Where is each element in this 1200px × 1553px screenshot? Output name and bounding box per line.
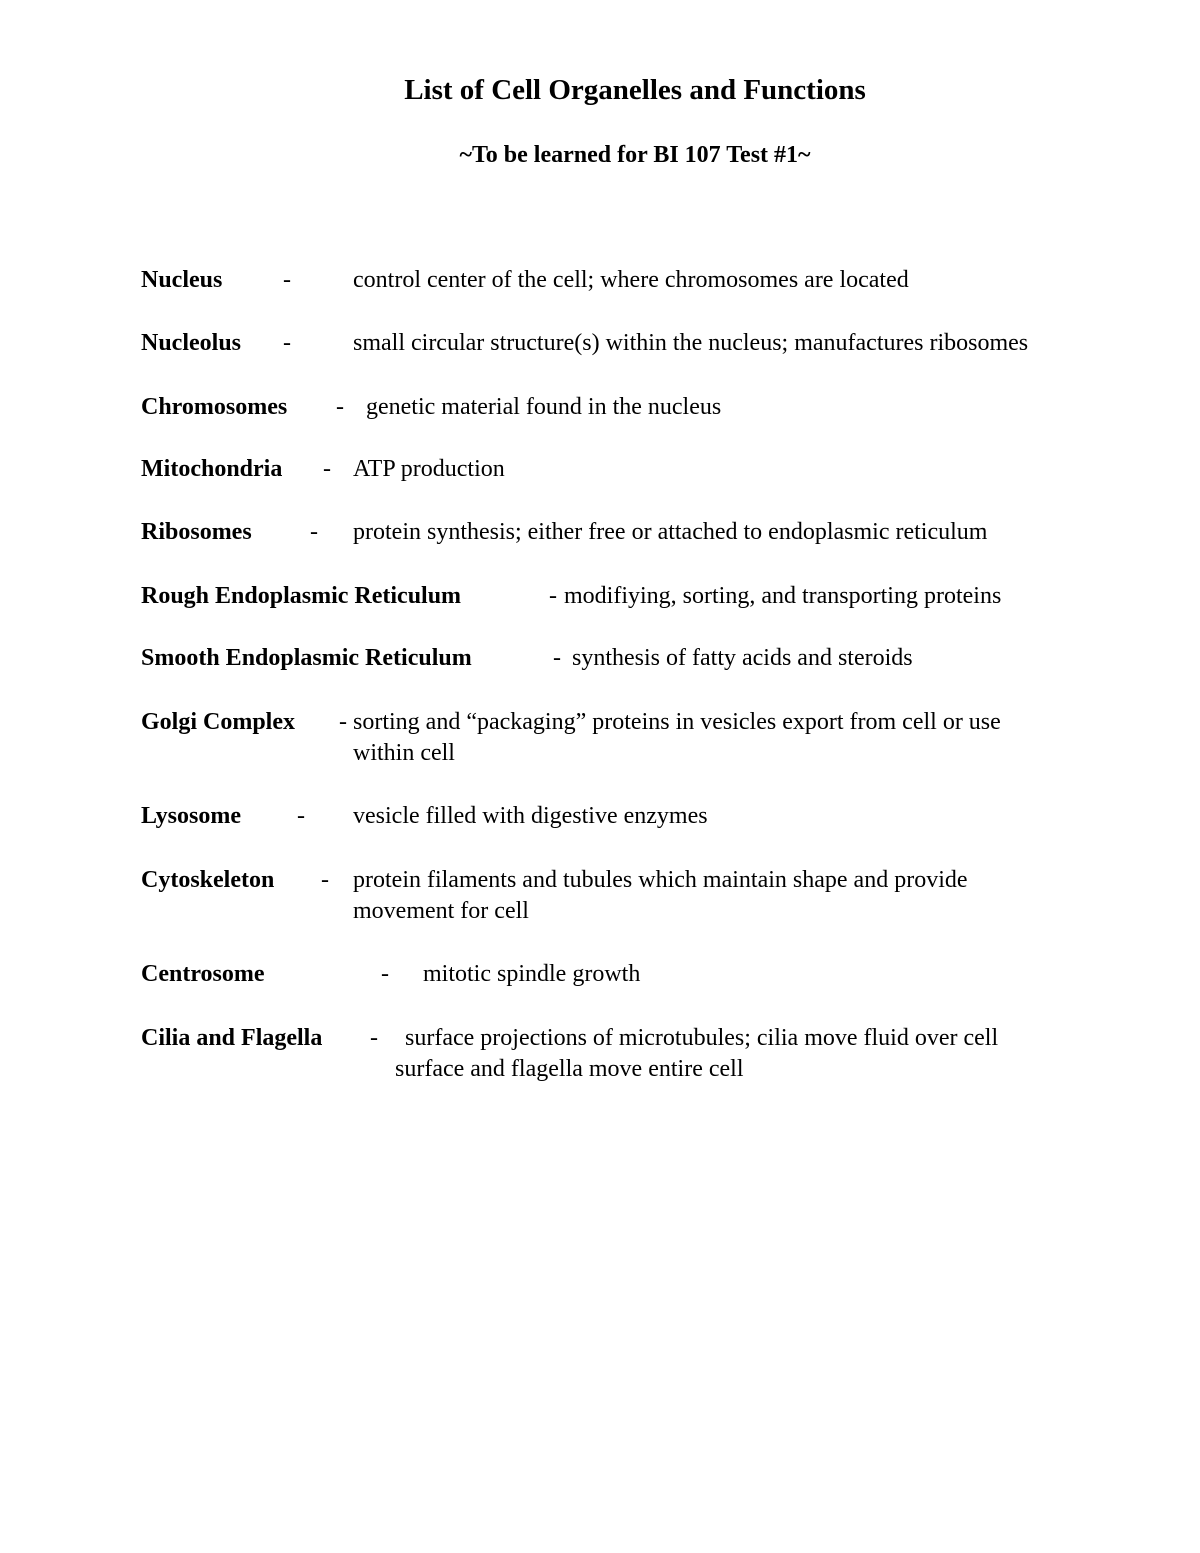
definition-text: protein synthesis; either free or attached to endoplasmic reticulum <box>353 519 988 545</box>
document-title: List of Cell Organelles and Functions <box>404 74 866 106</box>
term-label: Lysosome <box>141 803 242 829</box>
definition-text: synthesis of fatty acids and steroids <box>572 645 913 671</box>
dash-separator: - <box>336 394 344 420</box>
definition-text: small circular structure(s) within the nucleus; manufactures ribosomes <box>353 330 1029 356</box>
term-label: Centrosome <box>141 961 265 987</box>
term-label: Mitochondria <box>141 456 283 482</box>
document-subtitle: ~To be learned for BI 107 Test #1~ <box>459 142 811 168</box>
term-label: Chromosomes <box>141 394 288 420</box>
dash-separator: - <box>310 519 318 545</box>
term-label: Nucleus <box>141 267 223 293</box>
definition-text: genetic material found in the nucleus <box>366 394 722 420</box>
term-label: Cilia and Flagella <box>141 1025 323 1051</box>
dash-separator: - <box>553 645 561 671</box>
definition-text: control center of the cell; where chromosomes are located <box>353 267 909 293</box>
dash-separator: - <box>370 1025 378 1051</box>
definition-text: protein filaments and tubules which maintain shape and provide movement for cell <box>353 867 968 924</box>
dash-separator: - <box>549 583 557 609</box>
definition-text: surface projections of microtubules; cilia move fluid over cell surface and flagella move entire cell <box>395 1025 999 1082</box>
term-label: Cytoskeleton <box>141 867 275 893</box>
dash-separator: - <box>297 803 305 829</box>
term-label: Nucleolus <box>141 330 242 356</box>
definition-text: vesicle filled with digestive enzymes <box>353 803 708 829</box>
term-label: Golgi Complex <box>141 709 295 735</box>
dash-separator: - <box>321 867 329 893</box>
dash-separator: - <box>323 456 331 482</box>
definition-text: modifiying, sorting, and transporting proteins <box>564 583 1002 609</box>
definition-text: mitotic spindle growth <box>423 961 641 987</box>
term-label: Rough Endoplasmic Reticulum <box>141 583 462 609</box>
dash-separator: - <box>381 961 389 987</box>
term-label: Smooth Endoplasmic Reticulum <box>141 645 472 671</box>
definition-text: ATP production <box>353 456 505 482</box>
dash-separator: - <box>283 330 291 356</box>
definition-text: sorting and “packaging” proteins in vesicles export from cell or use within cell <box>353 709 1001 766</box>
dash-separator: - <box>339 709 347 735</box>
dash-separator: - <box>283 267 291 293</box>
term-label: Ribosomes <box>141 519 252 545</box>
